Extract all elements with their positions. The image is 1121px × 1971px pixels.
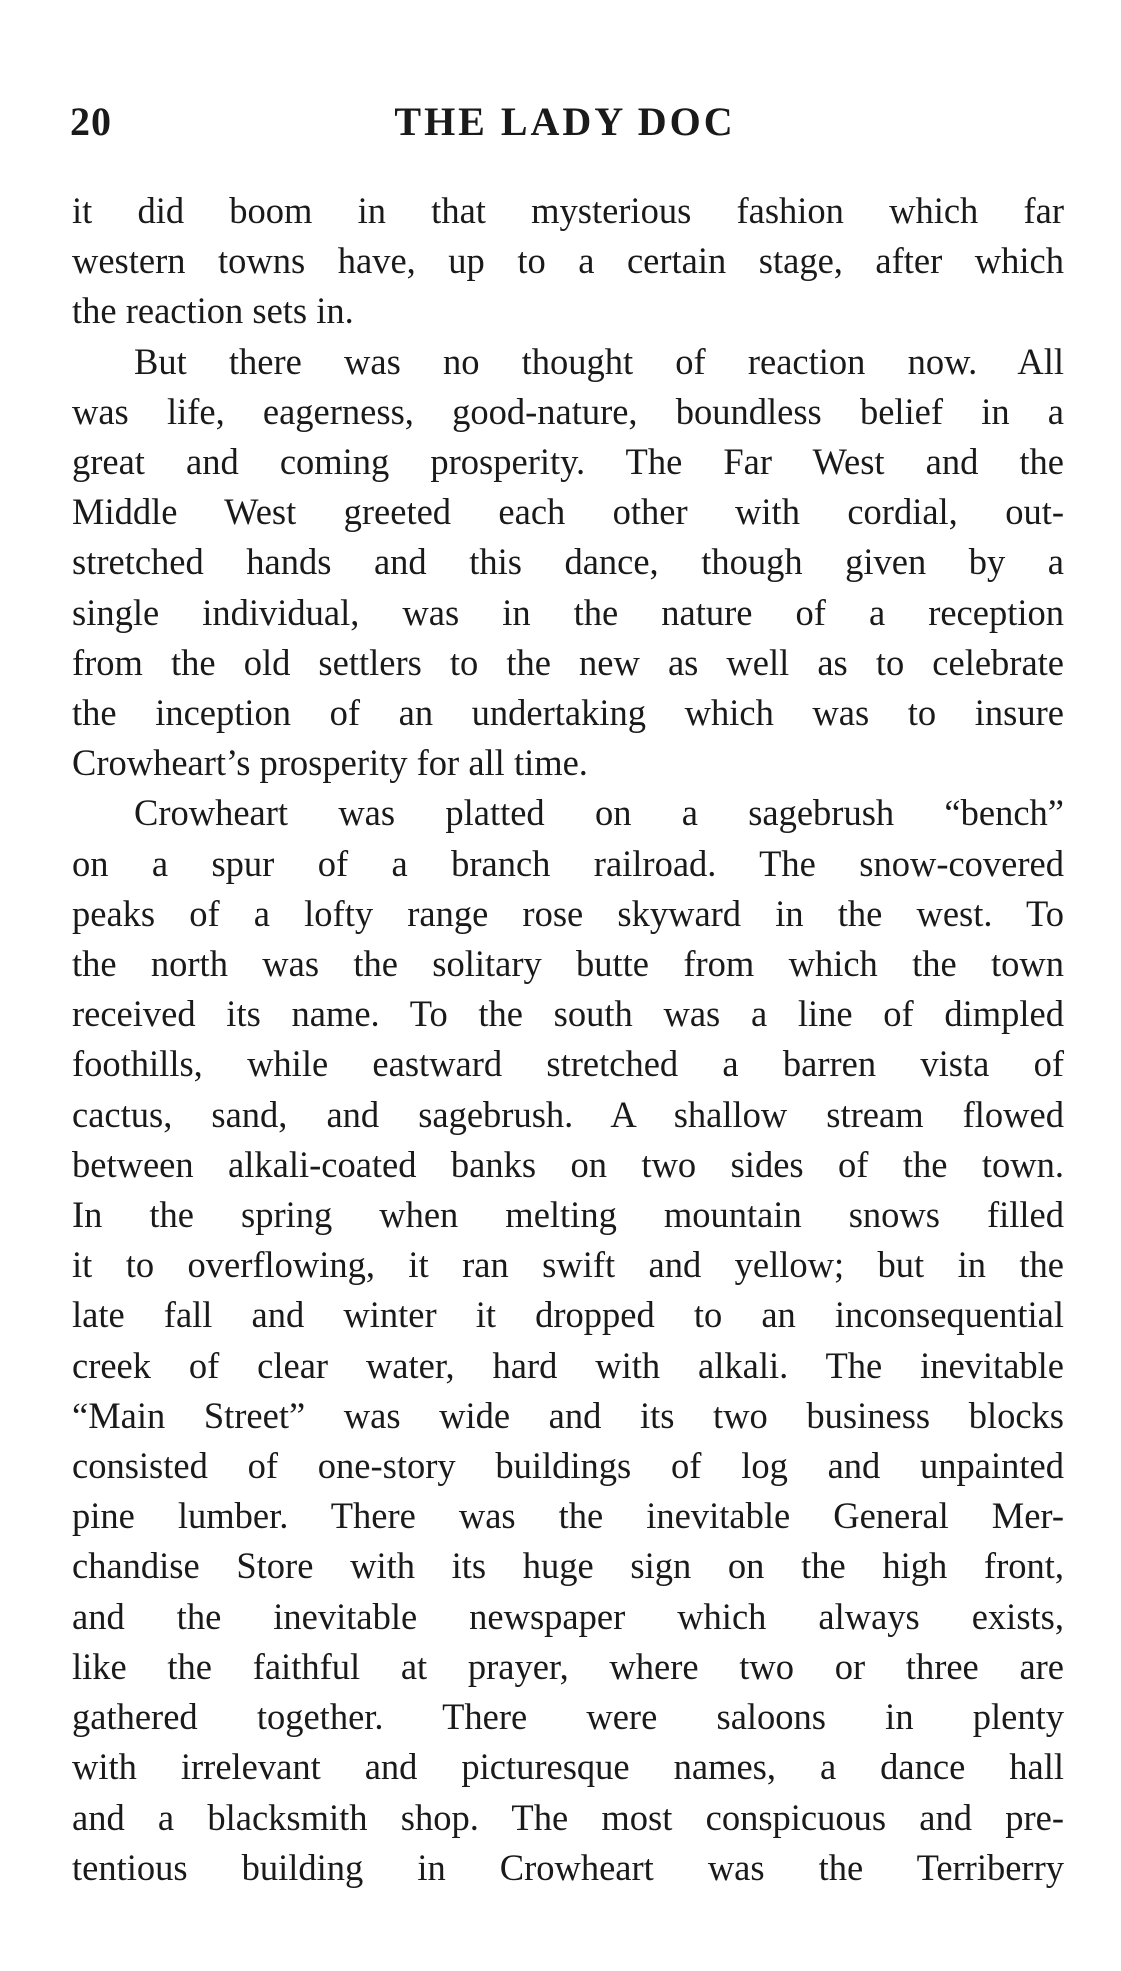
text-line: it did boom in that mysterious fashion which far <box>72 190 1064 231</box>
text-line: chandise Store with its huge sign on the high front, <box>72 1545 1064 1587</box>
text-line: Crowheart’s prosperity for all time. <box>72 742 588 784</box>
text-line: late fall and winter it dropped to an inconsequential <box>72 1294 1064 1336</box>
text-line: with irrelevant and picturesque names, a dance hall <box>72 1746 1064 1788</box>
body-text <box>72 186 1064 1893</box>
text-line: from the old settlers to the new as well as to celebrate <box>72 641 1064 683</box>
text-line: pine lumber. There was the inevitable General Mer- <box>72 1495 1064 1537</box>
text-line: the inception of an undertaking which was to insure <box>72 692 1064 734</box>
text-line: and a blacksmith shop. The most conspicuous and pre- <box>72 1796 1064 1838</box>
text-line: Crowheart was platted on a sagebrush “bench” <box>134 792 1064 834</box>
text-line: gathered together. There were saloons in plenty <box>72 1696 1064 1738</box>
text-line: like the faithful at prayer, where two or three are <box>72 1645 1064 1687</box>
text-line: received its name. To the south was a line of dimpled <box>72 993 1064 1035</box>
text-line: In the spring when melting mountain snows filled <box>72 1194 1064 1236</box>
text-line: western towns have, up to a certain stage, after which <box>72 240 1064 282</box>
text-line: single individual, was in the nature of a reception <box>72 591 1064 633</box>
text-line: cactus, sand, and sagebrush. A shallow stream flowed <box>72 1093 1064 1135</box>
book-title: THE LADY DOC <box>394 99 736 144</box>
text-line: tentious building in Crowheart was the Terriberry <box>72 1846 1064 1888</box>
text-line: it to overflowing, it ran swift and yellow; but in the <box>72 1244 1064 1286</box>
text-line: foothills, while eastward stretched a barren vista of <box>72 1043 1064 1085</box>
text-line: great and coming prosperity. The Far West and the <box>72 441 1064 483</box>
text-line: was life, eagerness, good-nature, boundless belief in a <box>72 390 1064 432</box>
page-number: 20 <box>70 99 112 144</box>
text-line: and the inevitable newspaper which always exists, <box>72 1595 1064 1637</box>
text-line: on a spur of a branch railroad. The snow-covered <box>72 842 1064 884</box>
text-line: between alkali-coated banks on two sides of the town. <box>72 1143 1064 1185</box>
text-line: Middle West greeted each other with cordial, out- <box>72 491 1064 533</box>
text-line: creek of clear water, hard with alkali. The inevitable <box>72 1344 1064 1386</box>
text-line: But there was no thought of reaction now. All <box>134 340 1064 382</box>
text-line: the north was the solitary butte from which the town <box>72 943 1064 985</box>
running-head <box>70 98 1060 148</box>
text-line: consisted of one-story buildings of log and unpainted <box>72 1445 1064 1487</box>
text-line: stretched hands and this dance, though given by a <box>72 541 1064 583</box>
text-line: peaks of a lofty range rose skyward in the west. To <box>72 892 1064 934</box>
text-line: “Main Street” was wide and its two business blocks <box>72 1394 1064 1436</box>
text-line: the reaction sets in. <box>72 290 354 332</box>
